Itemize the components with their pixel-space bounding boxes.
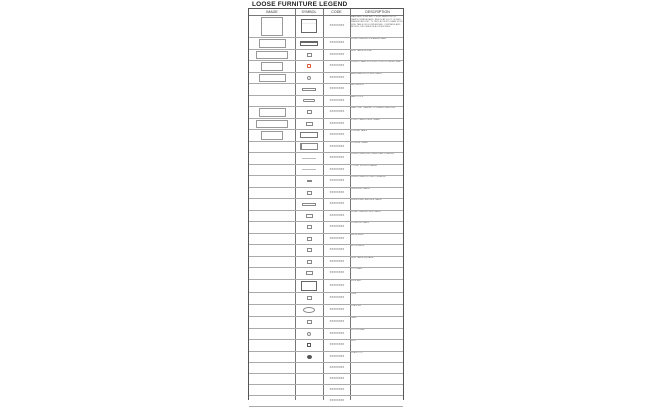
item-code: XXXXXXXX bbox=[329, 64, 345, 68]
legend-title: LOOSE FURNITURE LEGEND bbox=[252, 1, 348, 8]
item-description: DINING TABLE RECTANGULAR 6 SEATER bbox=[351, 153, 394, 155]
item-description: RUG bbox=[351, 340, 356, 342]
item-code: XXXXXXXX bbox=[329, 190, 345, 194]
furniture-symbol-icon bbox=[307, 53, 312, 57]
item-code: XXXXXXXX bbox=[329, 110, 345, 114]
item-code: XXXXXXXX bbox=[329, 179, 345, 183]
furniture-image bbox=[259, 108, 286, 117]
item-code: XXXXXXXX bbox=[329, 271, 345, 275]
furniture-symbol-icon bbox=[306, 122, 313, 126]
legend-table bbox=[248, 8, 404, 400]
furniture-symbol-icon bbox=[307, 110, 312, 114]
item-description: SOFA 2 SEATER SIDE TABLE bbox=[351, 211, 381, 213]
item-code: XXXXXXXX bbox=[329, 41, 345, 45]
furniture-image bbox=[261, 17, 283, 36]
furniture-symbol-icon bbox=[306, 214, 313, 218]
item-description: SINGLE BED BEDSIDE TABLE bbox=[351, 199, 382, 201]
furniture-symbol-icon bbox=[307, 355, 312, 359]
item-code: XXXXXXXX bbox=[329, 331, 345, 335]
item-description: DINING CHAIR WOODEN / UPHOLSTERED SEAT bbox=[351, 61, 402, 63]
furniture-symbol-icon bbox=[307, 248, 312, 252]
item-code: XXXXXXXX bbox=[329, 213, 345, 217]
item-code: XXXXXXXX bbox=[329, 343, 345, 347]
furniture-symbol-icon bbox=[302, 158, 316, 159]
item-description: KIDS BED bbox=[351, 280, 362, 282]
furniture-symbol-icon bbox=[306, 271, 313, 275]
furniture-symbol-icon bbox=[307, 320, 312, 324]
furniture-image bbox=[259, 74, 286, 82]
furniture-symbol-icon bbox=[307, 76, 311, 80]
furniture-symbol-icon bbox=[307, 296, 312, 300]
furniture-image bbox=[256, 51, 288, 59]
item-description: COFFEE TABLE bbox=[351, 130, 368, 132]
item-code: XXXXXXXX bbox=[329, 376, 345, 380]
furniture-image bbox=[261, 131, 283, 140]
item-code: XXXXXXXX bbox=[329, 24, 345, 28]
header-description: DESCRIPTION bbox=[365, 9, 390, 14]
furniture-symbol-icon bbox=[307, 237, 312, 241]
item-code: XXXXXXXX bbox=[329, 248, 345, 252]
item-code: XXXXXXXX bbox=[329, 98, 345, 102]
furniture-symbol-icon bbox=[302, 169, 316, 170]
item-code: XXXXXXXX bbox=[329, 308, 345, 312]
furniture-symbol-icon bbox=[307, 64, 311, 68]
furniture-symbol-icon bbox=[303, 307, 315, 313]
furniture-symbol-icon bbox=[300, 143, 318, 150]
furniture-symbol-icon bbox=[307, 260, 312, 264]
item-code: XXXXXXXX bbox=[329, 133, 345, 137]
furniture-image bbox=[261, 62, 283, 71]
item-description: BOOKSHELF bbox=[351, 245, 365, 247]
item-description: SOFA 3 SEATER SOFA ARMCHAIR bbox=[351, 38, 387, 40]
item-code: XXXXXXXX bbox=[329, 259, 345, 263]
item-code: XXXXXXXX bbox=[329, 387, 345, 391]
item-code: XXXXXXXX bbox=[329, 296, 345, 300]
item-code: XXXXXXXX bbox=[329, 236, 345, 240]
header-image: IMAGE bbox=[266, 9, 278, 14]
item-description: ARMCHAIR WITH SIDE TABLE bbox=[351, 73, 382, 75]
item-code: XXXXXXXX bbox=[329, 156, 345, 160]
item-description: CRIB bbox=[351, 293, 357, 295]
item-description: OTTOMAN bbox=[351, 268, 362, 270]
item-description: SIDE TABLE ROUND bbox=[351, 50, 373, 52]
item-code: XXXXXXXX bbox=[329, 398, 345, 402]
table-row bbox=[249, 15, 403, 38]
furniture-symbol-icon bbox=[302, 88, 316, 91]
item-description: TV UNIT WITH STORAGE bbox=[351, 165, 377, 167]
item-code: XXXXXXXX bbox=[329, 354, 345, 358]
furniture-image bbox=[259, 39, 286, 48]
item-description: FLOOR LAMP bbox=[351, 329, 366, 331]
item-code: XXXXXXXX bbox=[329, 144, 345, 148]
furniture-symbol-icon bbox=[300, 41, 318, 46]
furniture-symbol-icon bbox=[307, 332, 311, 336]
item-description: WALL UNIT CABINET STORAGE SHELVING bbox=[351, 107, 396, 109]
furniture-symbol-icon bbox=[307, 191, 312, 195]
item-description: PLANT POT bbox=[351, 352, 364, 354]
furniture-symbol-icon bbox=[307, 343, 311, 347]
item-description: SIDE TABLE SQUARE bbox=[351, 257, 374, 259]
item-description: DRESSING TABLE bbox=[351, 188, 370, 190]
table-row bbox=[249, 279, 403, 293]
item-code: XXXXXXXX bbox=[329, 52, 345, 56]
item-code: XXXXXXXX bbox=[329, 283, 345, 287]
item-code: XXXXXXXX bbox=[329, 320, 345, 324]
item-description: BAR STOOL bbox=[351, 96, 364, 98]
furniture-symbol-icon bbox=[300, 132, 318, 138]
item-code: XXXXXXXX bbox=[329, 87, 345, 91]
item-code: XXXXXXXX bbox=[329, 365, 345, 369]
item-code: XXXXXXXX bbox=[329, 75, 345, 79]
item-description: DINING TABLE ROUND 4 SEATER bbox=[351, 176, 386, 178]
furniture-symbol-icon bbox=[301, 281, 317, 291]
furniture-symbol-icon bbox=[307, 180, 312, 182]
item-description: BED BENCH bbox=[351, 84, 364, 86]
item-description: SHOE RACK bbox=[351, 234, 364, 236]
item-code: XXXXXXXX bbox=[329, 121, 345, 125]
furniture-symbol-icon bbox=[303, 99, 315, 102]
item-code: XXXXXXXX bbox=[329, 167, 345, 171]
furniture-image bbox=[256, 120, 288, 128]
header-code: CODE bbox=[331, 9, 342, 14]
header-symbol: SYMBOL bbox=[301, 9, 317, 14]
item-code: XXXXXXXX bbox=[329, 225, 345, 229]
furniture-symbol-icon bbox=[307, 225, 312, 229]
item-description: LOUNGE CHAIR bbox=[351, 142, 368, 144]
item-code: XXXXXXXX bbox=[329, 202, 345, 206]
item-description: MAIN BED: KING BED 2 SIDE TABLES WITH LAMPS, HEADBOARD, BENCH AT FOOT OF BED, WARDROBE UNIT, TV UNIT, ACCENT CHAIR WITH SIDE TABLE, RUG UNDER BED, CURTAINS AND BLINDS, DECORATIVE ACCESSORIES bbox=[351, 16, 403, 28]
item-description: CONSOLE TABLE bbox=[351, 222, 370, 224]
item-description: PLANTER bbox=[351, 305, 362, 307]
furniture-symbol-icon bbox=[302, 203, 316, 206]
table-row bbox=[249, 395, 403, 407]
item-description: LAMP bbox=[351, 317, 357, 319]
furniture-symbol-icon bbox=[301, 19, 317, 33]
item-description: STUDY TABLE DESK CHAIR bbox=[351, 119, 380, 121]
